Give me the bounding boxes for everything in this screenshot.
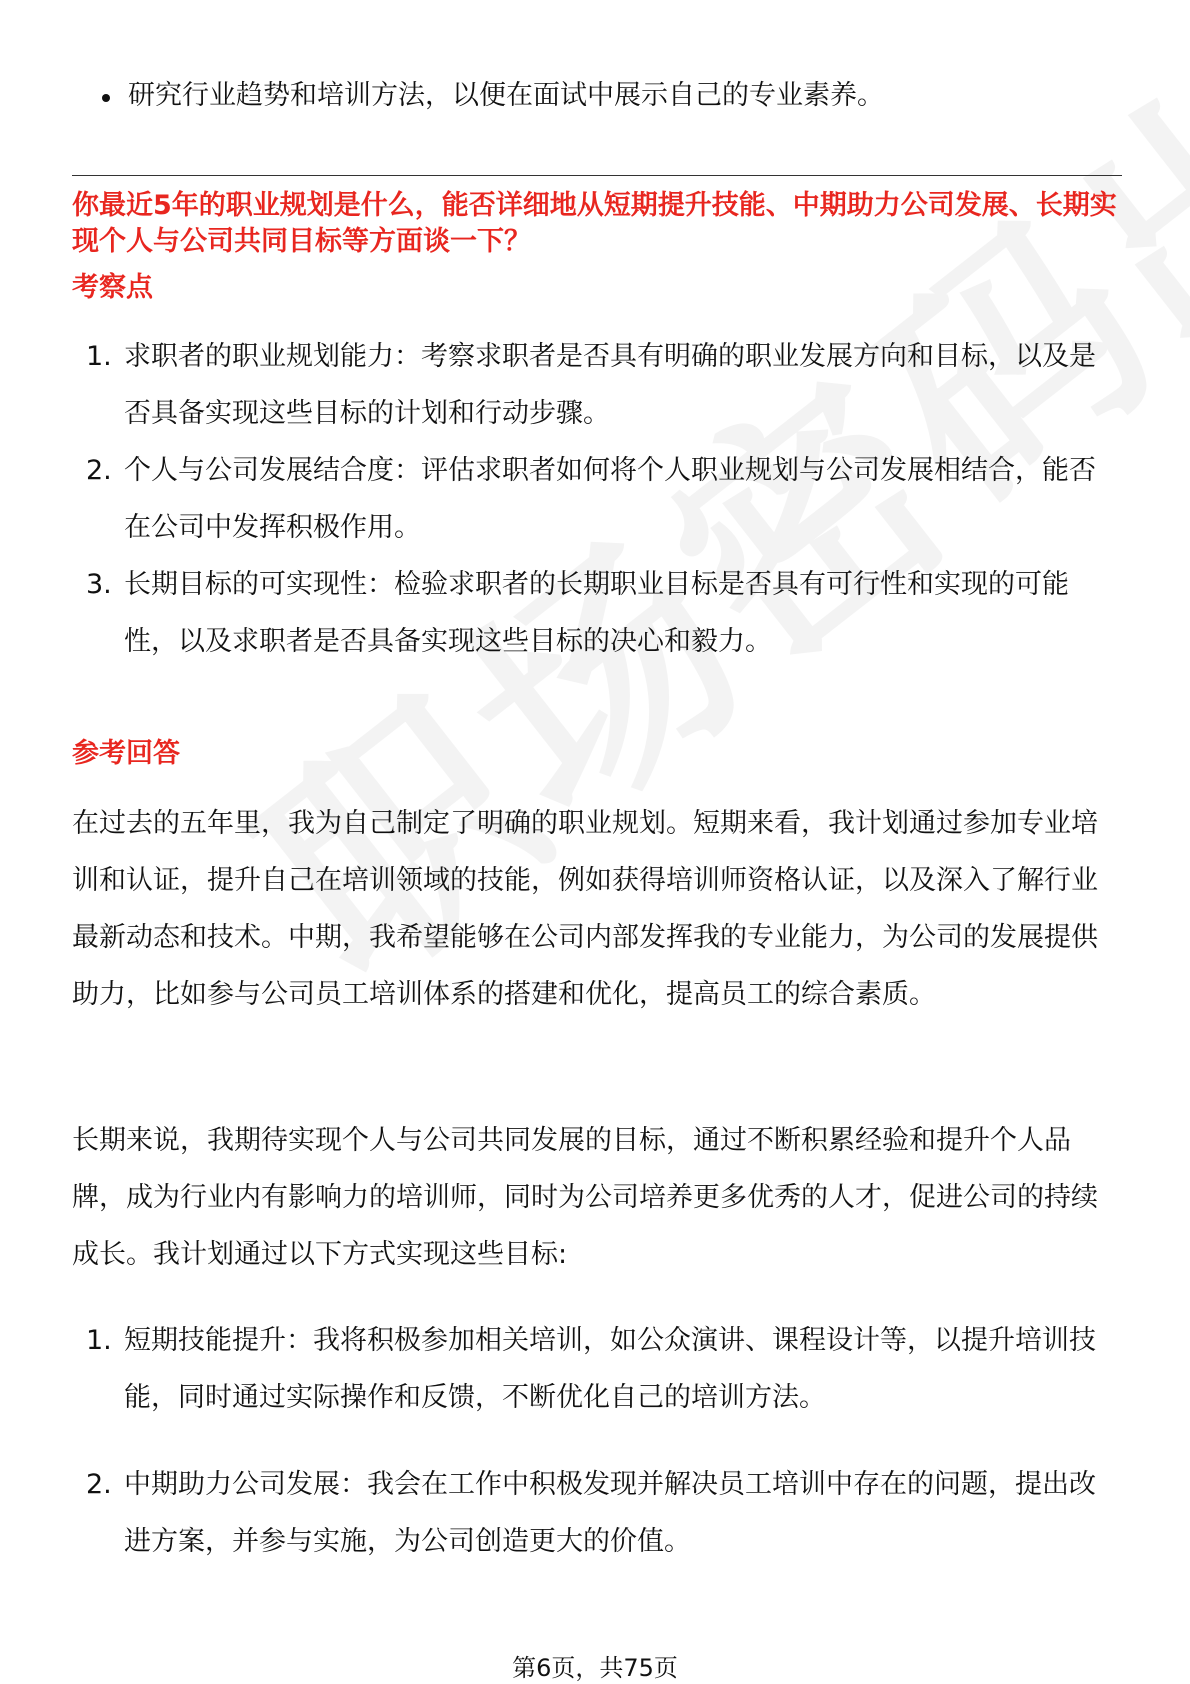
assess-list-item <box>72 442 1122 556</box>
bullet-dot-icon <box>102 94 110 102</box>
assess-heading: 考察点 <box>72 272 153 303</box>
item-number: 1. <box>86 341 112 372</box>
item-number: 2. <box>86 1469 112 1500</box>
top-bullet-text: 研究行业趋势和培训方法，以便在面试中展示自己的专业素养。 <box>128 80 884 111</box>
item-number: 3. <box>86 569 112 600</box>
answer-paragraph-2: 长期来说，我期待实现个人与公司共同发展的目标，通过不断积累经验和提升个人品牌，成为行业内有影响力的培训师，同时为公司培养更多优秀的人才，促进公司的持续成长。我计划通过以下方式实现这些目标: <box>72 1125 1098 1270</box>
item-text: 中期助力公司发展：我会在工作中积极发现并解决员工培训中存在的问题，提出改进方案，并参与实施，为公司创造更大的价值。 <box>124 1469 1096 1557</box>
answer-list-item <box>72 1312 1122 1426</box>
answer-list-item <box>72 1456 1122 1570</box>
item-text: 短期技能提升：我将积极参加相关培训，如公众演讲、课程设计等，以提升培训技能，同时通过实际操作和反馈，不断优化自己的培训方法。 <box>124 1325 1096 1413</box>
answer-paragraph-1: 在过去的五年里，我为自己制定了明确的职业规划。短期来看，我计划通过参加专业培训和认证，提升自己在培训领域的技能，例如获得培训师资格认证，以及深入了解行业最新动态和技术。中期，我希望能够在公司内部发挥我的专业能力，为公司的发展提供助力，比如参与公司员工培训体系的搭建和优化，提高员工的综合素质。 <box>72 808 1098 1010</box>
question-heading: 你最近5年的职业规划是什么，能否详细地从短期提升技能、中期助力公司发展、长期实现个人与公司共同目标等方面谈一下？ <box>72 190 1117 257</box>
assess-list-item <box>72 328 1122 442</box>
assess-list <box>72 328 1122 670</box>
item-number: 2. <box>86 455 112 486</box>
divider <box>72 175 1122 176</box>
item-text: 求职者的职业规划能力：考察求职者是否具有明确的职业发展方向和目标，以及是否具备实现这些目标的计划和行动步骤。 <box>124 341 1096 429</box>
item-text: 个人与公司发展结合度：评估求职者如何将个人职业规划与公司发展相结合，能否在公司中发挥积极作用。 <box>124 455 1096 543</box>
assess-list-item <box>72 556 1122 670</box>
answer-heading: 参考回答 <box>72 738 180 769</box>
top-bullet-item <box>72 68 884 124</box>
item-text: 长期目标的可实现性：检验求职者的长期职业目标是否具有可行性和实现的可能性，以及求职者是否具备实现这些目标的决心和毅力。 <box>124 569 1069 657</box>
page-number-footer: 第6页，共75页 <box>512 1654 678 1682</box>
item-number: 1. <box>86 1325 112 1356</box>
answer-list <box>72 1312 1122 1570</box>
